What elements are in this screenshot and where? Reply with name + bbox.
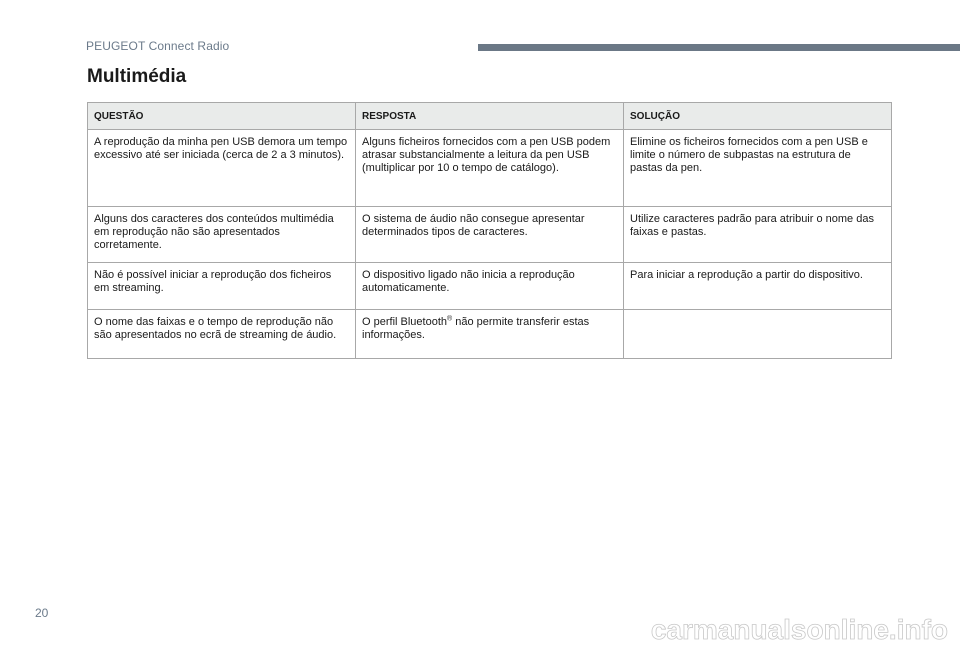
question-cell: Alguns dos caracteres dos conteúdos multimédia em reprodução não são apresentados corretamente. [88,207,356,263]
table-row [88,310,892,359]
column-header-solution: SOLUÇÃO [624,103,892,130]
header-bar [478,44,960,51]
registered-mark: ® [447,315,453,323]
answer-cell: O dispositivo ligado não inicia a reprodução automaticamente. [356,263,624,310]
answer-text-before: O perfil Bluetooth [362,316,447,328]
table-header-row [88,103,892,130]
answer-text-after: não permite transferir estas informações. [362,316,590,341]
solution-cell: Elimine os ficheiros fornecidos com a pen USB e limite o número de subpastas na estrutura de pastas da pen. [624,130,892,207]
question-cell: Não é possível iniciar a reprodução dos ficheiros em streaming. [88,263,356,310]
page-number: 20 [35,606,49,620]
svg-text:carmanualsonline.info: carmanualsonline.info [650,614,948,645]
troubleshooting-table [87,102,892,359]
solution-cell: Utilize caracteres padrão para atribuir o nome das faixas e pastas. [624,207,892,263]
answer-cell: O sistema de áudio não consegue apresentar determinados tipos de caracteres. [356,207,624,263]
column-header-question: QUESTÃO [88,103,356,130]
solution-cell: Para iniciar a reprodução a partir do dispositivo. [624,263,892,310]
question-cell: A reprodução da minha pen USB demora um tempo excessivo até ser iniciada (cerca de 2 a 3 minutos). [88,130,356,207]
solution-cell [624,310,892,359]
table-row [88,207,892,263]
document-header-brand: PEUGEOT Connect Radio [86,39,230,53]
watermark-logo [0,609,960,649]
table-row [88,130,892,207]
answer-cell [356,310,624,359]
answer-cell: Alguns ficheiros fornecidos com a pen USB podem atrasar substancialmente a leitura da pen USB (multiplicar por 10 o tempo de catálogo). [356,130,624,207]
section-title: Multimédia [87,66,187,87]
table-row [88,263,892,310]
column-header-answer: RESPOSTA [356,103,624,130]
question-cell: O nome das faixas e o tempo de reprodução não são apresentados no ecrã de streaming de áudio. [88,310,356,359]
